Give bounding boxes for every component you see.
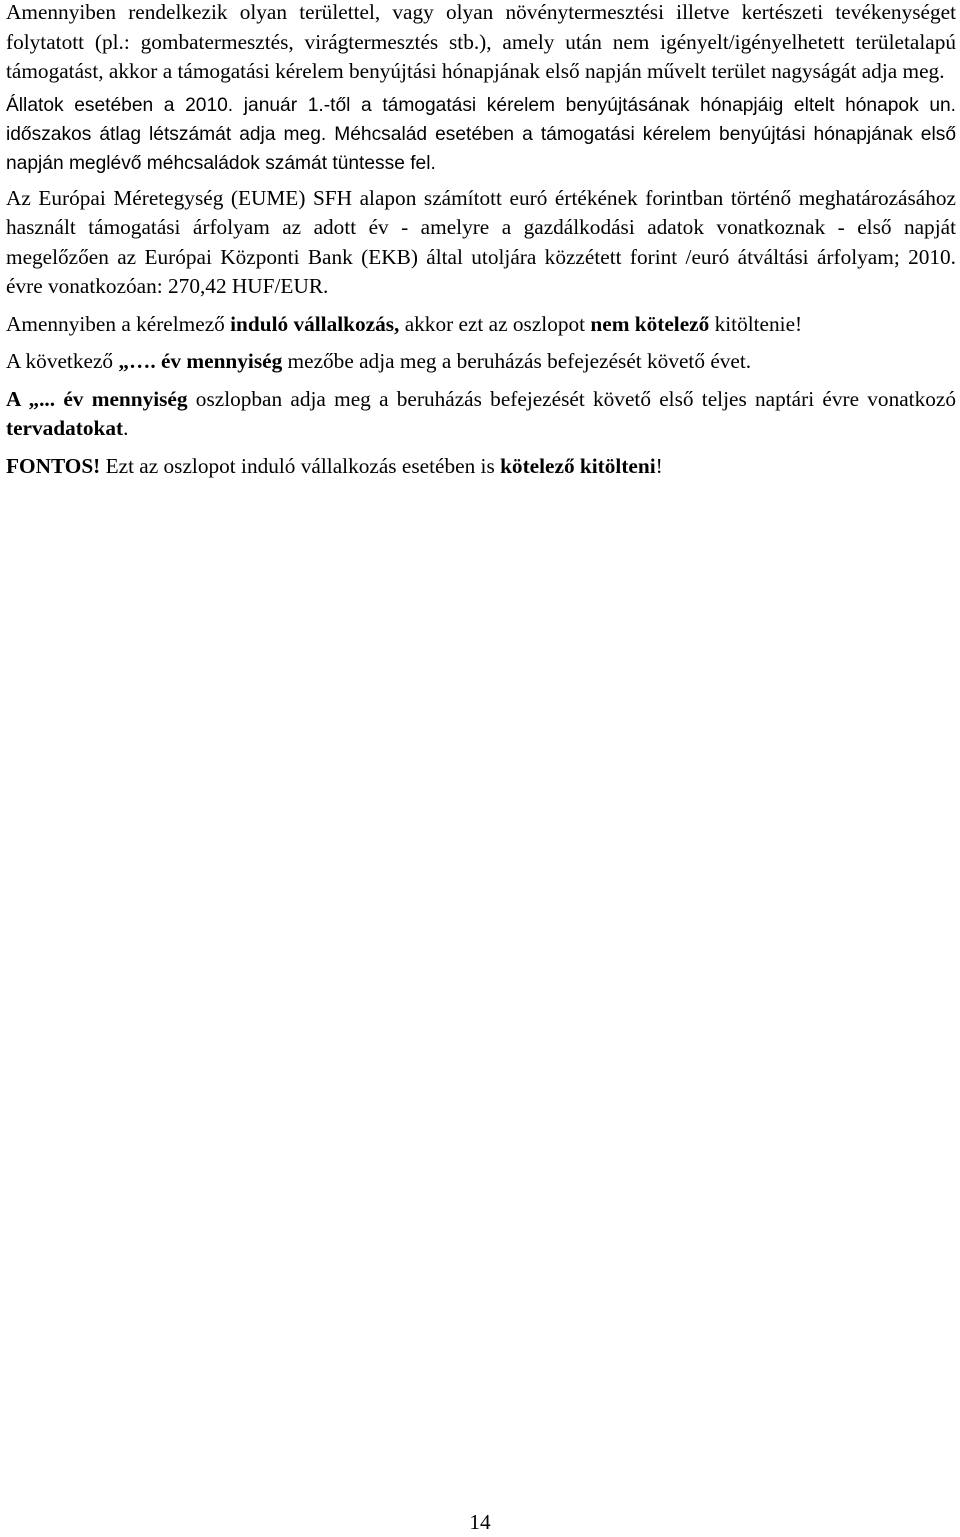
text-segment-bold: nem kötelező: [590, 311, 710, 336]
text-segment-bold: kötelező kitölteni: [500, 453, 656, 478]
text-segment: .: [123, 416, 129, 440]
text-segment: oszlopban adja meg a beruházás befejezését követő első teljes naptári évre vonatkozó: [187, 386, 956, 411]
text-segment-bold: A „... év mennyiség: [6, 386, 188, 411]
text-segment: Amennyiben a kérelmező: [6, 311, 231, 336]
text-segment-bold: „…. év mennyiség: [118, 349, 283, 373]
paragraph-area-info: Amennyiben rendelkezik olyan területtel, vagy olyan növénytermesztési illetve kertészeti tevékenységet folytatott (pl.: gombatermesztés, virágtermesztés stb.), amely után nem igényelt/igényelhetett területalapú támogatást, akkor a támogatási kérelem benyújtási hónapjának első napján művelt terület nagyságát adja meg.: [6, 0, 956, 83]
text-segment: !: [655, 453, 663, 478]
text-segment: A következő: [6, 349, 119, 373]
text-segment-bold: tervadatokat: [6, 416, 124, 440]
text-segment: mezőbe adja meg a beruházás befejezését követő évet.: [282, 349, 752, 373]
text-segment: Ezt az oszlopot induló vállalkozás esetében is: [100, 453, 501, 478]
paragraph-startup-optional: [6, 310, 956, 340]
text-segment: akkor ezt az oszlopot: [399, 311, 591, 336]
paragraph-eume-exchange-rate: Az Európai Méretegység (EUME) SFH alapon számított euró értékének forintban történő meghatározásához használt támogatási árfolyam az adott év - amelyre a gazdálkodási adatok vonatkoznak - első napját megelőzően az Európai Központi Bank (EKB) által utoljára közzétett forint /euró átváltási árfolyam; 2010. évre vonatkozóan: 270,42 HUF/EUR.: [6, 185, 956, 298]
paragraph-animals-info: Állatok esetében a 2010. január 1.-től a támogatási kérelem benyújtásának hónapjáig eltelt hónapok un. időszakos átlag létszámát adja meg. Méhcsalád esetében a támogatási kérelem benyújtási hónapjának első napján meglévő méhcsaládok számát tüntesse fel.: [6, 94, 956, 174]
text-segment: kitöltenie!: [709, 311, 803, 336]
text-segment-bold: FONTOS!: [6, 453, 101, 478]
text-segment-bold: induló vállalkozás,: [230, 311, 400, 336]
page-number: 14: [469, 1510, 491, 1534]
document-page: [6, 0, 956, 481]
paragraph-important-notice: [6, 452, 956, 482]
paragraph-next-year-field: [6, 347, 956, 377]
paragraph-year-quantity-column: [6, 385, 956, 444]
